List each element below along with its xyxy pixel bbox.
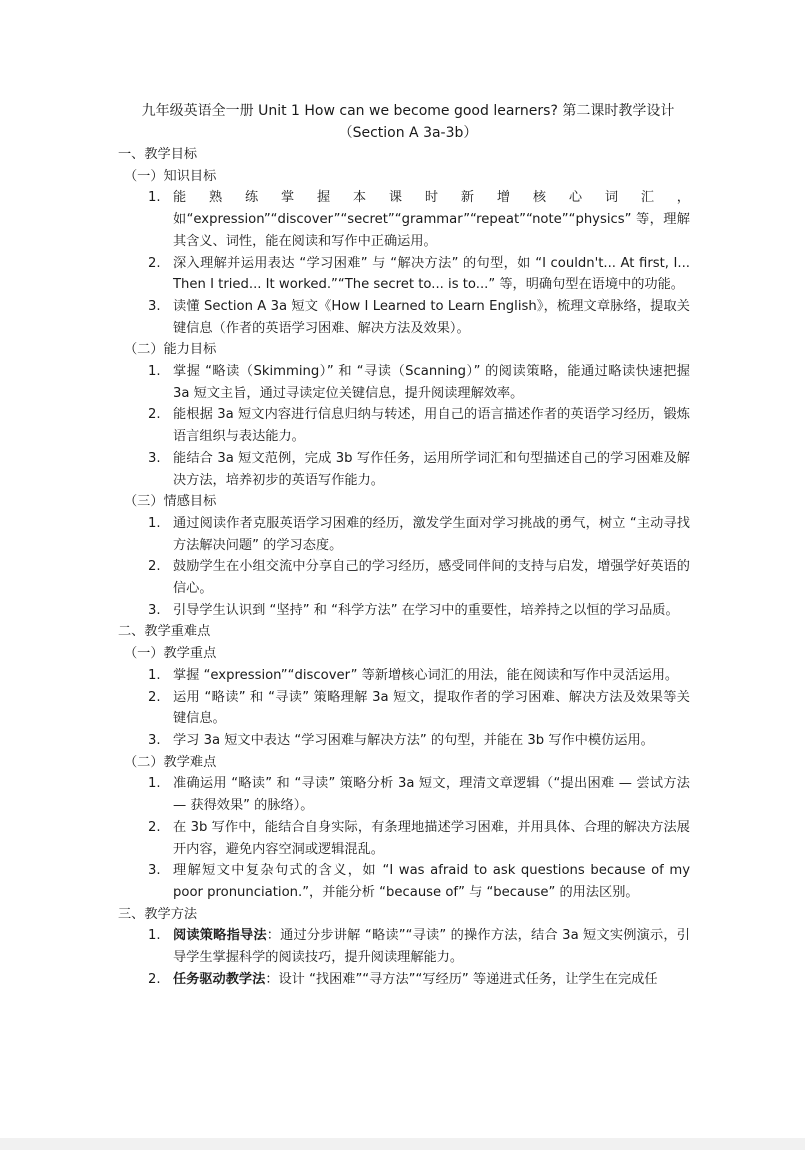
method-label: 阅读策略指导法	[173, 928, 267, 944]
list-item: 3. 能结合 3a 短文范例，完成 3b 写作任务，运用所学词汇和句型描述自己的学习困难及解决方法，培养初步的英语写作能力。	[148, 450, 690, 488]
list-item: 1. 掌握 “略读（Skimming）” 和 “寻读（Scanning）” 的阅读策略，能通过略读快速把握 3a 短文主旨，通过寻读定位关键信息，提升阅读理解效率。	[148, 364, 690, 401]
list-item-text: 运用 “略读” 和 “寻读” 策略理解 3a 短文，提取作者的学习困难、解决方法及效果等关键信息。	[173, 689, 690, 727]
list-item-text: 通过阅读作者克服英语学习困难的经历，激发学生面对学习挑战的勇气，树立 “主动寻找方法解决问题” 的学习态度。	[173, 515, 690, 553]
list-item-text: 在 3b 写作中，能结合自身实际，有条理地描述学习困难，并用具体、合理的解决方法展开内容，避免内容空洞或逻辑混乱。	[173, 819, 690, 857]
list-item: 3. 引导学生认识到 “坚持” 和 “科学方法” 在学习中的重要性，培养持之以恒的学习品质。	[148, 602, 679, 618]
list-item-text: 能结合 3a 短文范例，完成 3b 写作任务，运用所学词汇和句型描述自己的学习困难及解决方法，培养初步的英语写作能力。	[173, 450, 690, 488]
list-item: 2. 能根据 3a 短文内容进行信息归纳与转述，用自己的语言描述作者的英语学习经历，锻炼语言组织与表达能力。	[148, 407, 690, 445]
list-item-text: ：设计 “找困难”“寻方法”“写经历” 等递进式任务，让学生在完成任	[265, 971, 658, 987]
subsection-heading: （一）教学重点	[124, 646, 217, 662]
document-subtitle: （Section A 3a-3b）	[338, 125, 478, 141]
list-item-text: 鼓励学生在小组交流中分享自己的学习经历，感受同伴间的支持与启发，增强学好英语的信心。	[173, 559, 690, 597]
list-item: 1. 通过阅读作者克服英语学习困难的经历，激发学生面对学习挑战的勇气，树立 “主动寻找方法解决问题” 的学习态度。	[148, 515, 690, 553]
list-item-text: 掌握 “expression”“discover” 等新增核心词汇的用法，能在阅读和写作中灵活运用。	[173, 667, 679, 683]
section-heading: 二、教学重难点	[118, 624, 211, 640]
list-item-text: 理解短文中复杂句式的含义，如 “I was afraid to ask questions because of my poor pronunciation.”，并能分析 “because of” 与 “because” 的用法区别。	[173, 863, 690, 900]
list-item-text: 引导学生认识到 “坚持” 和 “科学方法” 在学习中的重要性，培养持之以恒的学习品质。	[173, 602, 679, 618]
list-item-text: 能根据 3a 短文内容进行信息归纳与转述，用自己的语言描述作者的英语学习经历，锻炼语言组织与表达能力。	[173, 407, 690, 445]
list-item: 3. 读懂 Section A 3a 短文《How I Learned to Learn English》，梳理文章脉络，提取关键信息（作者的英语学习困难、解决方法及效果）。	[148, 298, 690, 336]
list-item: 1. 准确运用 “略读” 和 “寻读” 策略分析 3a 短文，理清文章逻辑（“提出困难 — 尝试方法 — 获得效果” 的脉络）。	[148, 776, 690, 814]
list-item-text: 能熟练掌握本课时新增核心词汇，如“expression”“discover”“secret”“grammar”“repeat”“note”“physics” 等，理解其含义、词性，能在阅读和写作中正确运用。	[173, 190, 690, 249]
list-item-text: 学习 3a 短文中表达 “学习困难与解决方法” 的句型，并能在 3b 写作中模仿运用。	[173, 732, 654, 748]
list-item: 3. 学习 3a 短文中表达 “学习困难与解决方法” 的句型，并能在 3b 写作中模仿运用。	[148, 732, 654, 748]
list-item-text: ：通过分步讲解 “略读”“寻读” 的操作方法，结合 3a 短文实例演示，引导学生掌握科学的阅读技巧，提升阅读理解能力。	[173, 928, 690, 966]
document-body	[118, 100, 690, 990]
list-item: 2. 深入理解并运用表达 “学习困难” 与 “解决方法” 的句型，如 “I couldn't... At first, I... Then I tried... It worked.”“The secret to... is to...” 等，明确句型在语境中的功能。	[148, 255, 690, 293]
list-item: 1. 能熟练掌握本课时新增核心词汇，如“expression”“discover”“secret”“grammar”“repeat”“note”“physics” 等，理解其含义、词性，能在阅读和写作中正确运用。	[148, 190, 690, 249]
list-item: 2. 任务驱动教学法：设计 “找困难”“寻方法”“写经历” 等递进式任务，让学生在完成任	[148, 971, 658, 987]
list-item: 3. 理解短文中复杂句式的含义，如 “I was afraid to ask questions because of my poor pronunciation.”，并能分析 “because of” 与 “because” 的用法区别。	[148, 863, 690, 900]
section-heading: 三、教学方法	[118, 906, 198, 922]
list-item-text: 读懂 Section A 3a 短文《How I Learned to Learn English》，梳理文章脉络，提取关键信息（作者的英语学习困难、解决方法及效果）。	[173, 298, 690, 336]
list-item: 2. 鼓励学生在小组交流中分享自己的学习经历，感受同伴间的支持与启发，增强学好英语的信心。	[148, 559, 690, 597]
list-item: 1. 阅读策略指导法：通过分步讲解 “略读”“寻读” 的操作方法，结合 3a 短文实例演示，引导学生掌握科学的阅读技巧，提升阅读理解能力。	[148, 928, 690, 966]
method-label: 任务驱动教学法	[173, 971, 266, 987]
list-item-text: 准确运用 “略读” 和 “寻读” 策略分析 3a 短文，理清文章逻辑（“提出困难 — 尝试方法 — 获得效果” 的脉络）。	[173, 776, 690, 814]
section-heading: 一、教学目标	[118, 147, 198, 162]
document-title: 九年级英语全一册 Unit 1 How can we become good learners? 第二课时教学设计	[141, 103, 675, 119]
list-item: 2. 运用 “略读” 和 “寻读” 策略理解 3a 短文，提取作者的学习困难、解决方法及效果等关键信息。	[148, 689, 690, 727]
list-item: 1. 掌握 “expression”“discover” 等新增核心词汇的用法，能在阅读和写作中灵活运用。	[148, 667, 679, 683]
subsection-heading: （一）知识目标	[124, 168, 217, 184]
subsection-heading: （二）能力目标	[124, 342, 217, 358]
list-item-text: 深入理解并运用表达 “学习困难” 与 “解决方法” 的句型，如 “I couldn't... At first, I... Then I tried... It worked.”“The secret to... is to...” 等，明确句型在语境中的功能。	[173, 255, 690, 293]
list-item-text: 掌握 “略读（Skimming）” 和 “寻读（Scanning）” 的阅读策略，能通过略读快速把握 3a 短文主旨，通过寻读定位关键信息，提升阅读理解效率。	[173, 364, 690, 401]
subsection-heading: （二）教学难点	[124, 754, 217, 770]
list-item: 2. 在 3b 写作中，能结合自身实际，有条理地描述学习困难，并用具体、合理的解决方法展开内容，避免内容空洞或逻辑混乱。	[148, 819, 690, 857]
subsection-heading: （三）情感目标	[124, 494, 217, 510]
